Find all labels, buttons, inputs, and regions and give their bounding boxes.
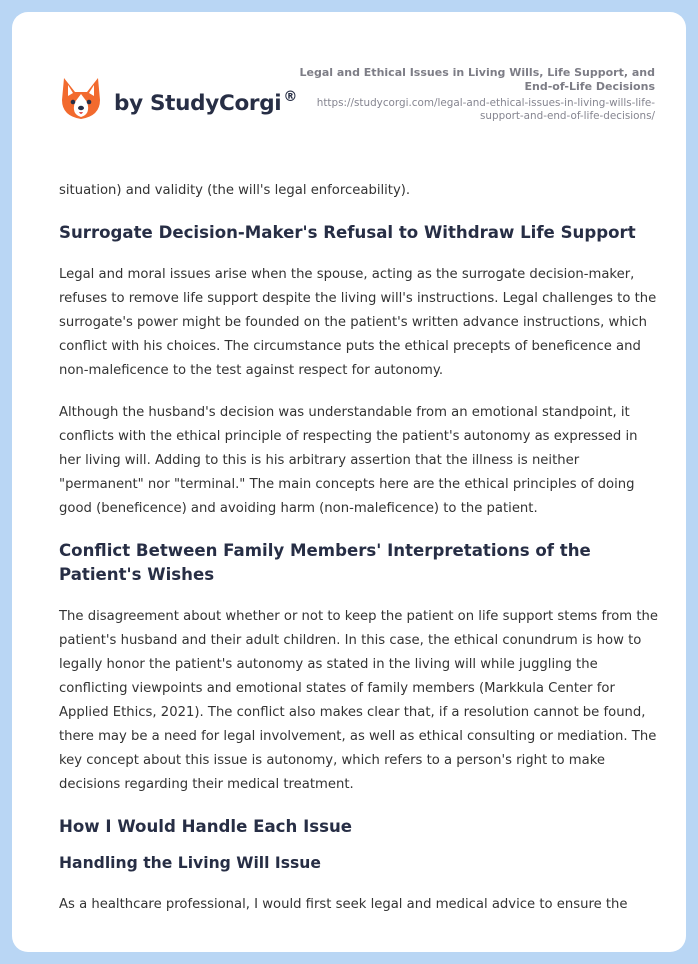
- studycorgi-logo[interactable]: [60, 76, 297, 122]
- document-meta: [295, 66, 655, 123]
- paragraph-surrogate-2: Although the husband's decision was understandable from an emotional standpoint, it conflicts with the ethical principle of respecting the patient's autonomy as expressed in her living will. Adding to this is his arbitrary assertion that the illness is neither "permanent" nor "terminal." The main concepts here are the ethical principles of doing good (beneficence) and avoiding harm (non-maleficence) to the patient.: [59, 405, 638, 516]
- heading-living-will: Handling the Living Will Issue: [59, 854, 321, 872]
- document-card: [12, 12, 686, 952]
- paragraph-surrogate-1: Legal and moral issues arise when the spouse, acting as the surrogate decision-maker, refuses to remove life support despite the living will's instructions. Legal challenges to the surrogate's power might be founded on the patient's written advance instructions, which conflict with his choices. The circumstance puts the ethical precepts of beneficence and non-maleficence to the test against respect for autonomy.: [59, 267, 657, 378]
- paragraph-intro: situation) and validity (the will's legal enforceability).: [59, 183, 411, 198]
- paragraph-living-will: As a healthcare professional, I would first seek legal and medical advice to ensure the: [59, 897, 628, 912]
- heading-handle-issues: How I Would Handle Each Issue: [59, 817, 353, 836]
- document-url[interactable]: https://studycorgi.com/legal-and-ethical-issues-in-living-wills-life-support-and-end-of-life-decisions/: [316, 97, 655, 122]
- paragraph-family-conflict: The disagreement about whether or not to keep the patient on life support stems from the patient's husband and their adult children. In this case, the ethical conundrum is how to legally honor the patient's autonomy as stated in the living will while juggling the conflicting viewpoints and emotional states of family members (Markkula Center for Applied Ethics, 2021). The conflict also makes clear that, if a resolution cannot be found, there may be a need for legal involvement, as well as ethical consulting or mediation. The key concept about this issue is autonomy, which refers to a person's right to make decisions regarding their medical treatment.: [59, 609, 658, 792]
- heading-surrogate-refusal: Surrogate Decision-Maker's Refusal to Withdraw Life Support: [59, 223, 636, 242]
- page-header: [12, 12, 686, 162]
- article-body: [59, 179, 659, 935]
- corgi-head-icon: [60, 76, 102, 122]
- registered-mark: ®: [283, 88, 298, 105]
- heading-family-conflict: Conflict Between Family Members' Interpretations of the Patient's Wishes: [59, 541, 591, 584]
- brand-name: by StudyCorgi ®: [114, 88, 298, 116]
- document-title: Legal and Ethical Issues in Living Wills, Life Support, and End-of-Life Decisions: [299, 66, 655, 93]
